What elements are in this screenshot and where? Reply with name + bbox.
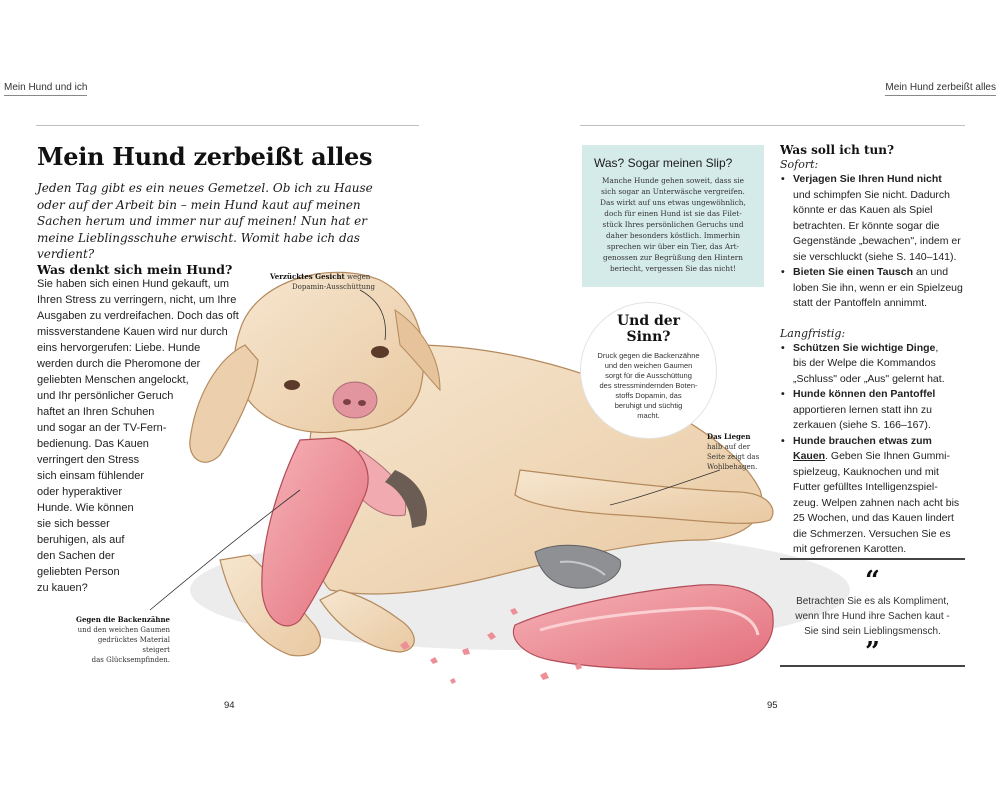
annotation-lying (707, 432, 759, 472)
item-line: loben Sie ihn, wenn er ein Spielzeug (793, 281, 963, 294)
item-line: spielzeug, Kauknochen und mit (793, 465, 939, 478)
body-line: und Ihr persönlicher Geruch (37, 390, 174, 402)
item-line: zerkauen (siehe S. 166–167). (793, 419, 931, 431)
dog-head (235, 272, 424, 432)
callout-line: daher besonders köstlich. Immerhin (605, 231, 741, 240)
body-line: Sie haben sich einen Hund gekauft, um (37, 278, 230, 290)
left-section-heading: Was denkt sich mein Hund? (37, 262, 233, 277)
callout-line: sprechen wir über ein Tier, das Art- (607, 242, 739, 251)
body-line: missverstandene Kauen wird nur durch (37, 326, 228, 338)
item-bold: Verjagen Sie Ihren Hund nicht (793, 173, 942, 185)
annotation-teeth (70, 615, 170, 665)
quote-box (780, 558, 965, 667)
right-heading: Was soll ich tun? (780, 143, 894, 157)
body-line: haftet an Ihren Schuhen (37, 406, 155, 418)
callout-line: Das wirkt auf uns etwas ungewöhnlich, (600, 198, 746, 207)
item-line: „Schluss" oder „Aus" gelernt hat. (793, 372, 945, 385)
annotation-face-line2: Dopamin-Ausschüttung (292, 283, 376, 291)
quote-line: Betrachten Sie es als Kompliment, (796, 596, 949, 607)
list-item (780, 387, 970, 434)
body-line: geliebten Menschen angelockt, (37, 374, 189, 386)
item-line: betrachten. Er könnte sogar die (793, 219, 940, 232)
item-line: statt der Pantoffeln annimmt. (793, 297, 928, 309)
annotation-teeth-line3: gedrücktes Material steigert (97, 636, 170, 654)
sinn-line: macht. (637, 411, 660, 420)
item-line: die Schmerzen. Versuchen Sie es (793, 527, 951, 540)
body-line: sich einsam fühlender (37, 470, 145, 482)
sinn-circle (580, 302, 717, 439)
annotation-lying-bold: Das Liegen (707, 432, 751, 441)
callout-line: genossen zur Begrüßung den Hintern (603, 253, 743, 262)
item-line: 25 Wochen, und das Kauen lindert (793, 512, 954, 524)
annotation-teeth-line2: und den weichen Gaumen (77, 626, 170, 634)
callout-line: beriecht, vergessen Sie das nicht! (610, 264, 736, 273)
dog-nose (333, 382, 377, 418)
running-head-left: Mein Hund und ich (4, 82, 87, 96)
callout-title: Was? Sogar meinen Slip? (594, 156, 733, 170)
list-item (780, 341, 970, 388)
sinn-text (581, 351, 716, 421)
item-line: Futter gefülltes Intelligenzspiel- (793, 481, 938, 493)
callout-text (594, 175, 752, 274)
body-line: beruhigen, als auf (37, 534, 125, 546)
langfristig-list (780, 341, 970, 558)
quote-text (780, 594, 965, 639)
callout-line: sich sogar an Unterwäsche vergreifen. (601, 187, 745, 196)
item-bold: Bieten Sie einen Tausch (793, 266, 914, 278)
item-line: zeug. Welpen zahnen nach acht bis (793, 496, 960, 509)
body-line: verringert den Stress (37, 454, 140, 466)
sinn-line: beruhigt und süchtig (614, 401, 683, 410)
quote-line: wenn Ihre Hund ihre Sachen kaut - (795, 611, 950, 622)
callout-line: doch für einen Hund ist sie das Filet- (604, 209, 742, 218)
running-head-right: Mein Hund zerbeißt alles (885, 82, 996, 96)
page-number-left: 94 (224, 700, 235, 711)
item-rest: , (935, 341, 939, 354)
sofort-label: Sofort: (780, 158, 819, 171)
body-line: zu kauen? (37, 582, 88, 594)
annotation-lying-line3: Seite zeigt das (707, 453, 760, 461)
dog-eye (284, 380, 300, 390)
right-column (780, 143, 970, 558)
body-line: den Sachen der (37, 550, 115, 562)
item-bold-2: Kauen (793, 450, 826, 462)
body-line: werden durch die Pheromone der (37, 358, 201, 370)
sinn-line: sorgt für die Ausschüttung (605, 371, 692, 380)
item-line: Gegenstände „bewachen", indem er (793, 235, 961, 247)
body-line: bedienung. Das Kauen (37, 438, 149, 450)
sinn-line: des stressmindernden Boten- (599, 381, 698, 390)
list-item (780, 265, 970, 312)
item-rest: an und (915, 266, 949, 278)
body-line: Hunde. Wie können (37, 502, 134, 514)
annotation-teeth-bold: Gegen die Backenzähne (75, 615, 170, 624)
item-line: bis der Welpe die Kommandos (793, 357, 936, 369)
intro-text: Jeden Tag gibt es ein neues Gemetzel. Ob ich zu Hause oder auf der Arbeit bin – mein Hund kaut auf meinen Sachen herum und immer nur auf meinen! Nun hat er meine Lieblingsschuhe erwischt. Womit habe ich das verdient? (37, 181, 373, 261)
list-item (780, 434, 970, 558)
sinn-title-line2: Sinn? (626, 329, 671, 345)
callout-box (582, 145, 764, 287)
annotation-lying-line4: Wohlbehagen. (707, 463, 758, 471)
list-item (780, 172, 970, 265)
annotation-teeth-line4: das Glücksempfinden. (91, 656, 170, 664)
sinn-line: stoffs Dopamin, das (615, 391, 682, 400)
annotation-face-rest: wegen (347, 273, 371, 281)
body-line: oder hyperaktiver (37, 486, 122, 498)
item-rest: . Geben Sie Ihnen Gummi- (825, 450, 950, 462)
item-bold: Hunde brauchen etwas zum (793, 434, 932, 447)
item-line: sie verschluckt (siehe S. 140–141). (793, 250, 957, 263)
langfristig-label: Langfristig: (780, 326, 846, 340)
callout-line: Manche Hunde gehen soweit, dass sie (602, 176, 744, 185)
item-bold: Schützen Sie wichtige Dinge (793, 341, 936, 354)
quote-open-icon: “ (865, 566, 880, 596)
dog-nostril (358, 400, 366, 406)
annotation-lying-line2: halb auf der (707, 443, 751, 451)
item-line: und schimpfen Sie nicht. Dadurch (793, 188, 951, 201)
body-line: Ausgaben zu verdreifachen. Doch das oft (37, 310, 239, 322)
annotation-face (270, 272, 375, 292)
item-bold: Hunde können den Pantoffel (793, 388, 936, 400)
sinn-line: und den weichen Gaumen (604, 361, 693, 370)
sinn-line: Druck gegen die Backenzähne (597, 351, 700, 360)
body-line: eins hervorgerufen: Liebe. Hunde (37, 342, 201, 354)
body-line: Ihren Stress zu verringern, nicht, um Ihre (37, 294, 237, 306)
item-line: könnte er das Kauen als Spiel (793, 204, 933, 216)
dog-nostril (343, 399, 351, 405)
left-section-body (37, 276, 239, 596)
page-title: Mein Hund zerbeißt alles (37, 142, 373, 171)
callout-line: stück Ihres persönlichen Geruchs und (602, 220, 744, 229)
sinn-title (581, 313, 716, 345)
dog-eye (371, 346, 389, 358)
annotation-face-bold: Verzücktes Gesicht (270, 272, 345, 281)
item-line: mit gefrorenen Karotten. (793, 543, 907, 555)
item-line: apportieren lernen statt ihn zu (793, 403, 932, 416)
quote-close-icon: ” (865, 637, 880, 667)
quote-line: Sie sind sein Lieblingsmensch. (804, 626, 941, 637)
page-number-right: 95 (767, 700, 778, 711)
sofort-list (780, 172, 970, 312)
body-line: geliebten Person (37, 566, 120, 578)
body-line: und sogar an der TV-Fern- (37, 422, 167, 434)
body-line: sie sich besser (37, 518, 110, 530)
sinn-title-line1: Und der (616, 313, 681, 329)
